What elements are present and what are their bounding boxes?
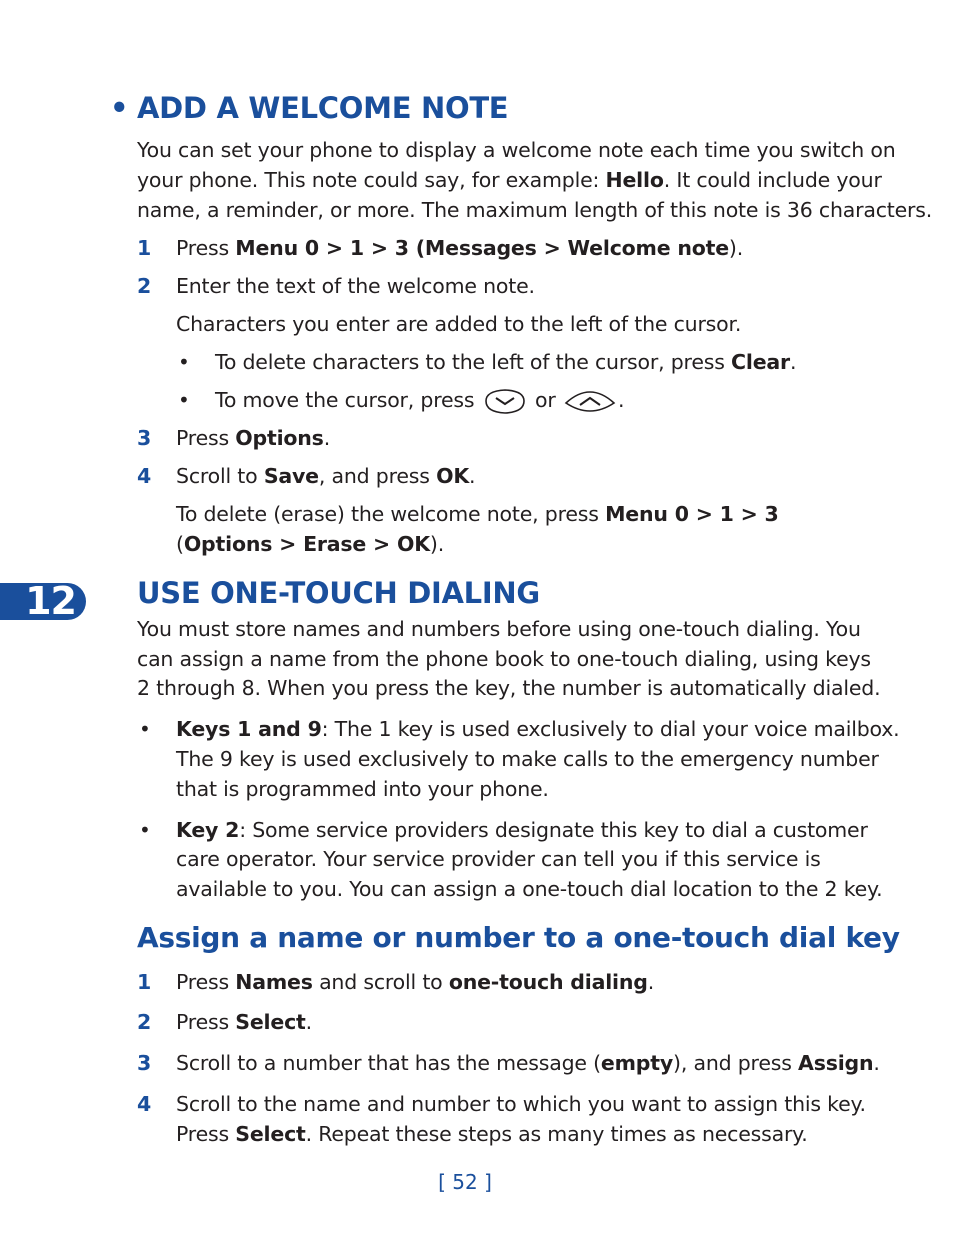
bullet-line-3: available to you. You can assign a one-touch dial location to the 2 key. [176, 877, 883, 901]
step-number: 4 [137, 464, 152, 488]
scroll-up-key-icon [564, 389, 616, 413]
section-title-welcome-note: ADD A WELCOME NOTE [137, 91, 509, 125]
section-title-one-touch-dialing: USE ONE-TOUCH DIALING [137, 576, 540, 610]
step-note: Characters you enter are added to the left of the cursor. [176, 312, 742, 336]
intro-line-3: 2 through 8. When you press the key, the number is automatically dialed. [137, 676, 881, 700]
bullet-line-2: care operator. Your service provider can tell you if this service is [176, 847, 821, 871]
sub-bullet-mark: • [178, 350, 190, 374]
step-number: 1 [137, 970, 152, 994]
section-bullet: • [110, 91, 129, 125]
step-text: Scroll to Save, and press OK. [176, 464, 476, 488]
page-number: [ 52 ] [438, 1170, 492, 1194]
sub-bullet-text: To delete characters to the left of the cursor, press Clear. [215, 350, 797, 374]
sub-bullet-text: To move the cursor, press or . [215, 385, 624, 415]
step-text-line-2: Press Select. Repeat these steps as many times as necessary. [176, 1122, 808, 1146]
bullet-line-3: that is programmed into your phone. [176, 777, 549, 801]
step-number: 2 [137, 1010, 152, 1034]
step-text: Scroll to a number that has the message (empty), and press Assign. [176, 1051, 880, 1075]
intro-line-1: You must store names and numbers before using one-touch dialing. You [137, 617, 861, 641]
step-number: 2 [137, 274, 152, 298]
bullet-line-2: The 9 key is used exclusively to make calls to the emergency number [176, 747, 879, 771]
bullet-line-1: Keys 1 and 9: The 1 key is used exclusively to dial your voice mailbox. [176, 717, 900, 741]
delete-note-line-2: (Options > Erase > OK). [176, 532, 445, 556]
step-number: 3 [137, 1051, 152, 1075]
step-text: Press Menu 0 > 1 > 3 (Messages > Welcome note). [176, 236, 744, 260]
bullet-mark: • [139, 717, 151, 741]
intro-line-1: You can set your phone to display a welcome note each time you switch on [137, 138, 896, 162]
step-text: Press Select. [176, 1010, 312, 1034]
sub-bullet-mark: • [178, 388, 190, 412]
delete-note-line-1: To delete (erase) the welcome note, press Menu 0 > 1 > 3 [176, 502, 779, 526]
intro-line-3: name, a reminder, or more. The maximum length of this note is 36 characters. [137, 198, 933, 222]
intro-line-2: your phone. This note could say, for example: Hello. It could include your [137, 168, 882, 192]
step-number: 3 [137, 426, 152, 450]
intro-line-2: can assign a name from the phone book to one-touch dialing, using keys [137, 647, 871, 671]
scroll-down-key-icon [483, 387, 527, 415]
bullet-line-1: Key 2: Some service providers designate this key to dial a customer [176, 818, 868, 842]
step-text: Press Options. [176, 426, 331, 450]
step-number: 1 [137, 236, 152, 260]
step-number: 4 [137, 1092, 152, 1116]
chapter-tab [0, 579, 86, 623]
bullet-mark: • [139, 818, 151, 842]
subsection-title-assign-key: Assign a name or number to a one-touch dial key [137, 921, 900, 954]
step-text: Press Names and scroll to one-touch dialing. [176, 970, 655, 994]
step-text-line-1: Scroll to the name and number to which you want to assign this key. [176, 1092, 866, 1116]
chapter-number: 12 [25, 579, 76, 623]
step-text: Enter the text of the welcome note. [176, 274, 535, 298]
